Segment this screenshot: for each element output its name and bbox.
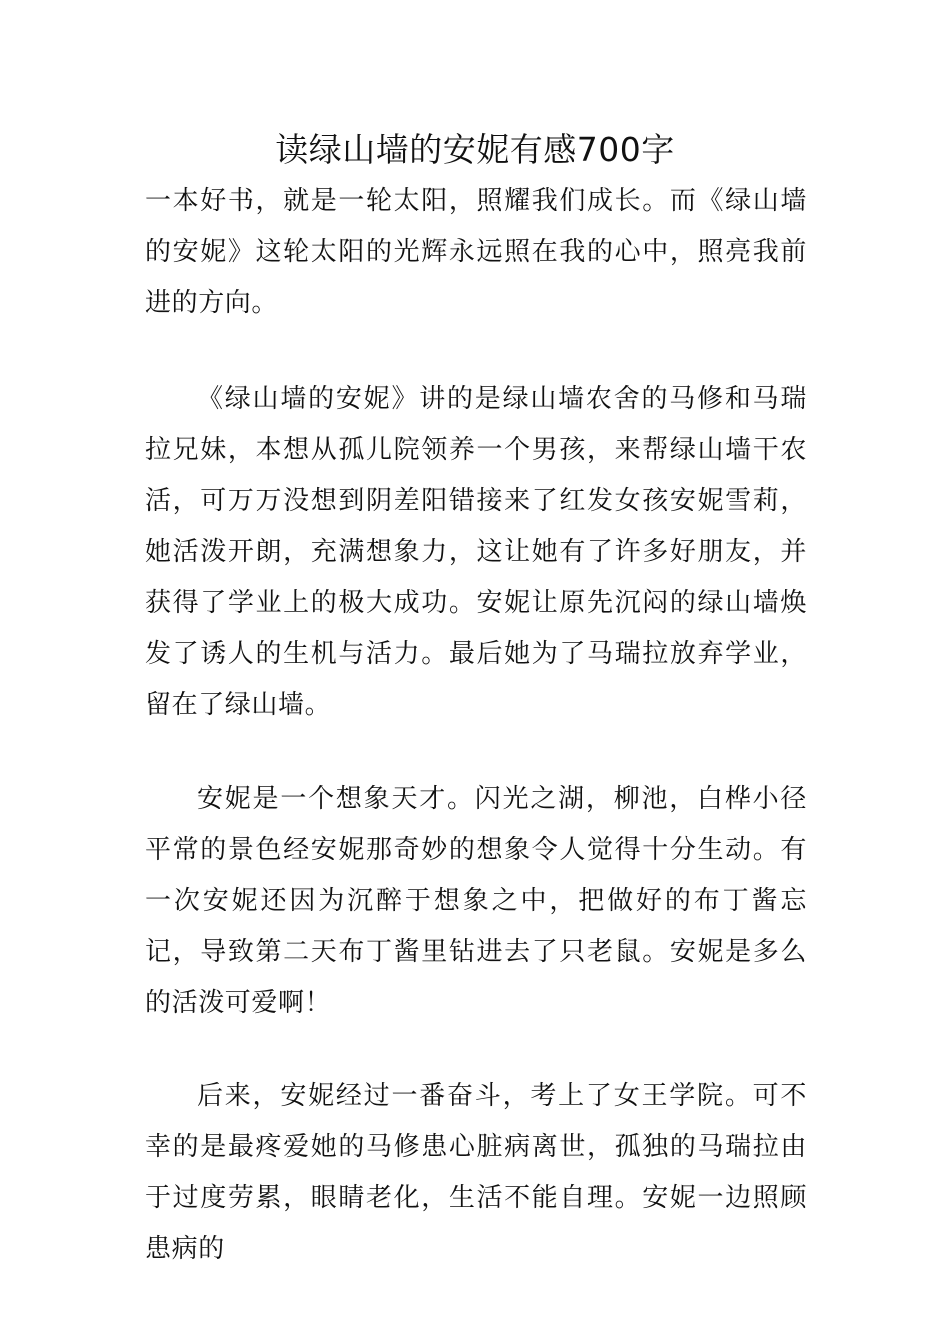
paragraph-intro: 一本好书，就是一轮太阳，照耀我们成长。而《绿山墙的安妮》这轮太阳的光辉永远照在我的心中，照亮我前进的方向。 xyxy=(145,186,807,318)
paragraph-imagination: 安妮是一个想象天才。闪光之湖，柳池，白桦小径平常的景色经安妮那奇妙的想象令人觉得十分生动。有一次安妮还因为沉醉于想象之中，把做好的布丁酱忘记，导致第二天布丁酱里钻进去了只老鼠。安妮是多么的活泼可爱啊！ xyxy=(145,784,807,1018)
document-title: 读绿山墙的安妮有感700字 xyxy=(275,130,675,169)
paragraph-later: 后来，安妮经过一番奋斗，考上了女王学院。可不幸的是最疼爱她的马修患心脏病离世，孤独的马瑞拉由于过度劳累，眼睛老化，生活不能自理。安妮一边照顾患病的 xyxy=(145,1081,807,1264)
paragraph-summary: 《绿山墙的安妮》讲的是绿山墙农舍的马修和马瑞拉兄妹，本想从孤儿院领养一个男孩，来帮绿山墙干农活，可万万没想到阴差阳错接来了红发女孩安妮雪莉，她活泼开朗，充满想象力，这让她有了许多好朋友，并获得了学业上的极大成功。安妮让原先沉闷的绿山墙焕发了诱人的生机与活力。最后她为了马瑞拉放弃学业，留在了绿山墙。 xyxy=(145,384,807,720)
